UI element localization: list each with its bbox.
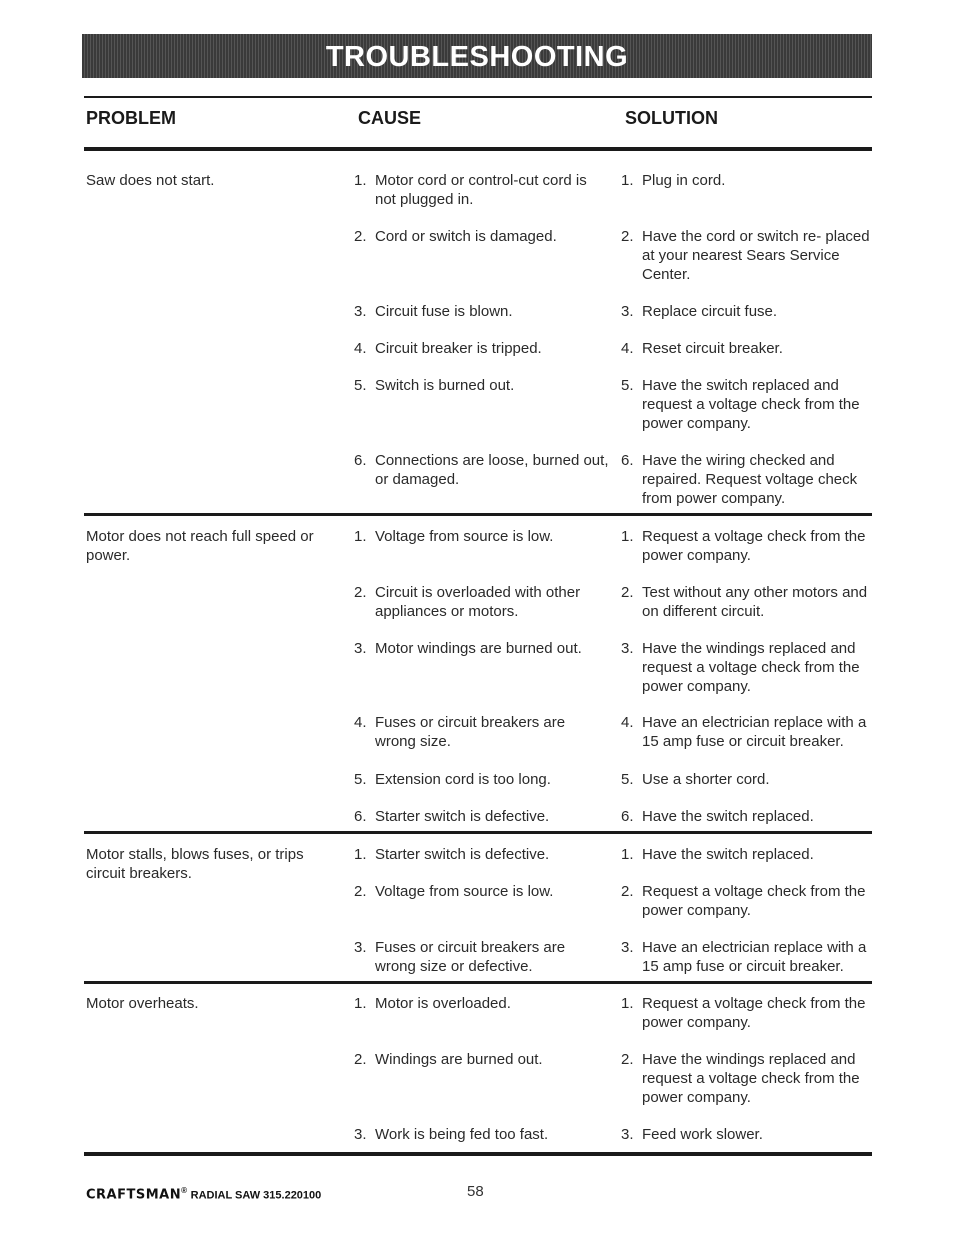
item-number: 1.: [621, 528, 634, 545]
item-number: 5.: [621, 771, 634, 788]
item-text: Circuit fuse is blown.: [375, 303, 513, 320]
cause-item: [354, 994, 609, 1013]
item-text: Voltage from source is low.: [375, 528, 554, 545]
cause-item: [354, 171, 609, 209]
item-text: Have an electrician replace with a 15 amp fuse or circuit breaker.: [642, 714, 867, 750]
item-text: Motor cord or control-cut cord is not plugged in.: [375, 172, 587, 208]
solution-item: [621, 882, 871, 920]
item-number: 1.: [354, 528, 367, 545]
cause-item: [354, 639, 609, 658]
item-text: Request a voltage check from the power company.: [642, 528, 866, 564]
item-number: 3.: [354, 303, 367, 320]
cause-item: [354, 882, 609, 901]
item-text: Have an electrician replace with a 15 amp fuse or circuit breaker.: [642, 939, 867, 975]
column-header-cause: CAUSE: [358, 108, 422, 128]
item-number: 2.: [621, 584, 634, 601]
item-number: 4.: [354, 340, 367, 357]
item-text: Circuit breaker is tripped.: [375, 340, 542, 357]
problem-text: Motor stalls, blows fuses, or trips circuit breakers.: [86, 846, 304, 882]
item-text: Extension cord is too long.: [375, 771, 551, 788]
item-number: 3.: [354, 640, 367, 657]
item-text: Have the switch replaced and request a voltage check from the power company.: [642, 377, 860, 432]
item-text: Have the wiring checked and repaired. Request voltage check from power company.: [642, 452, 858, 507]
solution-item: [621, 376, 871, 433]
item-text: Motor windings are burned out.: [375, 640, 582, 657]
item-number: 6.: [354, 808, 367, 825]
item-number: 4.: [621, 714, 634, 731]
item-number: 1.: [621, 172, 634, 189]
section-divider: [84, 513, 872, 516]
table-bottom-rule: [84, 1152, 872, 1156]
brand-logo: CRAFTSMAN: [86, 1187, 182, 1203]
solution-item: [621, 1050, 871, 1107]
item-text: Switch is burned out.: [375, 377, 515, 394]
item-number: 5.: [621, 377, 634, 394]
solution-item: [621, 527, 871, 565]
item-text: Have the windings replaced and request a voltage check from the power company.: [642, 640, 860, 695]
problem-text: Motor does not reach full speed or power.: [86, 528, 314, 564]
solution-item: [621, 807, 871, 826]
item-text: Fuses or circuit breakers are wrong size or defective.: [375, 939, 566, 975]
item-text: Reset circuit breaker.: [642, 340, 783, 357]
cause-item: [354, 339, 609, 358]
model-number: RADIAL SAW 315.220100: [190, 1189, 322, 1202]
item-text: Have the switch replaced.: [642, 808, 814, 825]
item-text: Fuses or circuit breakers are wrong size.: [375, 714, 566, 750]
item-text: Use a shorter cord.: [642, 771, 770, 788]
item-text: Voltage from source is low.: [375, 883, 554, 900]
item-text: Circuit is overloaded with other appliances or motors.: [375, 584, 581, 620]
item-text: Work is being fed too fast.: [375, 1126, 549, 1143]
cause-item: [354, 807, 609, 826]
cause-item: [354, 713, 609, 751]
item-text: Windings are burned out.: [375, 1051, 543, 1068]
item-number: 2.: [354, 584, 367, 601]
item-text: Request a voltage check from the power company.: [642, 883, 866, 919]
item-number: 2.: [621, 228, 634, 245]
item-number: 5.: [354, 377, 367, 394]
solution-item: [621, 227, 871, 284]
solution-item: [621, 451, 871, 508]
solution-item: [621, 770, 871, 789]
solution-item: [621, 639, 871, 696]
item-number: 1.: [354, 846, 367, 863]
page-number: 58: [467, 1183, 484, 1200]
item-number: 3.: [621, 303, 634, 320]
section-divider: [84, 981, 872, 984]
item-text: Motor is overloaded.: [375, 995, 511, 1012]
solution-item: [621, 171, 871, 190]
item-number: 4.: [354, 714, 367, 731]
solution-item: [621, 994, 871, 1032]
item-text: Test without any other motors and on different circuit.: [642, 584, 868, 620]
item-number: 3.: [621, 939, 634, 956]
item-number: 3.: [621, 1126, 634, 1143]
item-text: Starter switch is defective.: [375, 846, 550, 863]
item-text: Starter switch is defective.: [375, 808, 550, 825]
cause-item: [354, 938, 609, 976]
item-text: Connections are loose, burned out, or damaged.: [375, 452, 609, 488]
item-text: Have the switch replaced.: [642, 846, 814, 863]
item-number: 1.: [354, 172, 367, 189]
header-top-rule: [84, 96, 872, 98]
problem-text: Saw does not start.: [86, 172, 215, 189]
solution-item: [621, 583, 871, 621]
item-number: 3.: [354, 939, 367, 956]
solution-item: [621, 845, 871, 864]
column-header-solution: SOLUTION: [625, 108, 718, 128]
solution-item: [621, 302, 871, 321]
item-number: 6.: [621, 452, 634, 469]
item-number: 5.: [354, 771, 367, 788]
footer-brand: [86, 1186, 321, 1202]
item-number: 6.: [354, 452, 367, 469]
item-text: Plug in cord.: [642, 172, 726, 189]
item-number: 2.: [354, 228, 367, 245]
item-text: Replace circuit fuse.: [642, 303, 778, 320]
item-number: 1.: [621, 846, 634, 863]
column-header-problem: PROBLEM: [86, 108, 176, 128]
page-title: TROUBLESHOOTING: [325, 41, 629, 73]
header-bottom-rule: [84, 147, 872, 151]
item-text: Have the windings replaced and request a voltage check from the power company.: [642, 1051, 860, 1106]
item-text: Feed work slower.: [642, 1126, 763, 1143]
item-text: Request a voltage check from the power company.: [642, 995, 866, 1031]
item-number: 3.: [354, 1126, 367, 1143]
cause-item: [354, 770, 609, 789]
cause-item: [354, 1125, 609, 1144]
cause-item: [354, 527, 609, 546]
solution-item: [621, 1125, 871, 1144]
item-number: 1.: [354, 995, 367, 1012]
problem-text: Motor overheats.: [86, 995, 199, 1012]
cause-item: [354, 1050, 609, 1069]
solution-item: [621, 713, 871, 751]
item-number: 2.: [354, 1051, 367, 1068]
item-number: 2.: [621, 883, 634, 900]
item-number: 4.: [621, 340, 634, 357]
item-text: Cord or switch is damaged.: [375, 228, 557, 245]
section-divider: [84, 831, 872, 834]
cause-item: [354, 583, 609, 621]
cause-item: [354, 845, 609, 864]
cause-item: [354, 376, 609, 395]
cause-item: [354, 451, 609, 489]
title-banner: [82, 34, 872, 78]
item-number: 6.: [621, 808, 634, 825]
solution-item: [621, 339, 871, 358]
cause-item: [354, 227, 609, 246]
solution-item: [621, 938, 871, 976]
item-text: Have the cord or switch re- placed at your nearest Sears Service Center.: [642, 228, 870, 283]
cause-item: [354, 302, 609, 321]
item-number: 1.: [621, 995, 634, 1012]
item-number: 2.: [621, 1051, 634, 1068]
registered-mark: ®: [181, 1186, 188, 1195]
item-number: 2.: [354, 883, 367, 900]
item-number: 3.: [621, 640, 634, 657]
